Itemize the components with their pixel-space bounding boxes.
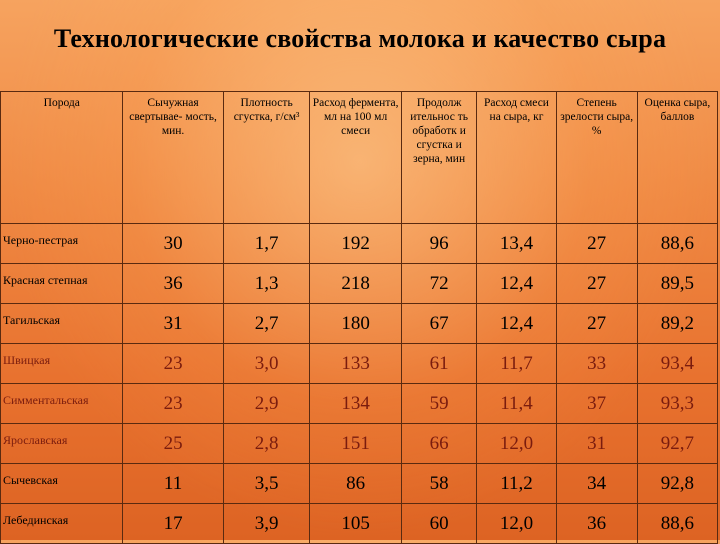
table-cell: 23: [123, 344, 223, 384]
breed-name: Ярославская: [1, 424, 123, 464]
table-cell: 88,6: [637, 224, 717, 264]
header-processing-duration: Продолж ительнос ть обработк и сгустка и зерна, мин: [401, 92, 477, 224]
table-cell: 151: [310, 424, 401, 464]
table-cell: 72: [401, 264, 477, 304]
table-cell: 60: [401, 504, 477, 544]
table-cell: 89,2: [637, 304, 717, 344]
table-cell: 11,4: [477, 384, 556, 424]
breed-name: Красная степная: [1, 264, 123, 304]
header-cheese-ripeness: Степень зрелости сыра, %: [556, 92, 637, 224]
table-cell: 11,7: [477, 344, 556, 384]
table-row: [1, 224, 718, 264]
table-cell: 180: [310, 304, 401, 344]
breed-name: Лебединская: [1, 504, 123, 544]
table-cell: 2,8: [223, 424, 310, 464]
breed-name: Симментальская: [1, 384, 123, 424]
table-cell: 36: [556, 504, 637, 544]
table-cell: 33: [556, 344, 637, 384]
table-cell: 31: [556, 424, 637, 464]
table-cell: 37: [556, 384, 637, 424]
table-cell: 12,0: [477, 504, 556, 544]
table-cell: 2,9: [223, 384, 310, 424]
table-row: [1, 504, 718, 544]
breed-name: Сычевская: [1, 464, 123, 504]
table-cell: 3,9: [223, 504, 310, 544]
table-cell: 192: [310, 224, 401, 264]
table-cell: 11,2: [477, 464, 556, 504]
table-row: [1, 464, 718, 504]
table-cell: 1,3: [223, 264, 310, 304]
header-cheese-score: Оценка сыра, баллов: [637, 92, 717, 224]
table-cell: 13,4: [477, 224, 556, 264]
header-breed: Порода: [1, 92, 123, 224]
table-row: [1, 264, 718, 304]
table-cell: 34: [556, 464, 637, 504]
table-cell: 27: [556, 264, 637, 304]
table-cell: 93,4: [637, 344, 717, 384]
table-cell: 96: [401, 224, 477, 264]
table-cell: 17: [123, 504, 223, 544]
table-cell: 12,0: [477, 424, 556, 464]
breed-name: Тагильская: [1, 304, 123, 344]
table-cell: 11: [123, 464, 223, 504]
table-cell: 61: [401, 344, 477, 384]
table-cell: 59: [401, 384, 477, 424]
table-cell: 218: [310, 264, 401, 304]
table-cell: 133: [310, 344, 401, 384]
table-cell: 105: [310, 504, 401, 544]
table-row: [1, 344, 718, 384]
table-cell: 27: [556, 224, 637, 264]
table-row: [1, 384, 718, 424]
table-cell: 89,5: [637, 264, 717, 304]
table-cell: 25: [123, 424, 223, 464]
table-cell: 93,3: [637, 384, 717, 424]
table-row: [1, 304, 718, 344]
table-cell: 3,0: [223, 344, 310, 384]
slide-title: Технологические свойства молока и качество сыра: [53, 24, 667, 53]
table-cell: 36: [123, 264, 223, 304]
table-cell: 12,4: [477, 264, 556, 304]
table-cell: 66: [401, 424, 477, 464]
table-cell: 67: [401, 304, 477, 344]
table-row: [1, 424, 718, 464]
table-cell: 30: [123, 224, 223, 264]
breed-name: Швицкая: [1, 344, 123, 384]
table-cell: 12,4: [477, 304, 556, 344]
table-cell: 1,7: [223, 224, 310, 264]
header-mix-consumption: Расход смеси на сыра, кг: [477, 92, 556, 224]
table-cell: 92,8: [637, 464, 717, 504]
header-curd-density: Плотность сгустка, г/см³: [223, 92, 310, 224]
table-cell: 27: [556, 304, 637, 344]
table-cell: 134: [310, 384, 401, 424]
table-cell: 2,7: [223, 304, 310, 344]
table-header-row: [1, 92, 718, 224]
header-coagulation-time: Сычужная свертывае- мость, мин.: [123, 92, 223, 224]
table-cell: 88,6: [637, 504, 717, 544]
table-cell: 23: [123, 384, 223, 424]
table-cell: 58: [401, 464, 477, 504]
table-cell: 92,7: [637, 424, 717, 464]
table-cell: 31: [123, 304, 223, 344]
header-enzyme-consumption: Расход фермента, мл на 100 мл смеси: [310, 92, 401, 224]
breed-name: Черно-пестрая: [1, 224, 123, 264]
milk-properties-table: [0, 91, 718, 544]
table-cell: 86: [310, 464, 401, 504]
table-cell: 3,5: [223, 464, 310, 504]
